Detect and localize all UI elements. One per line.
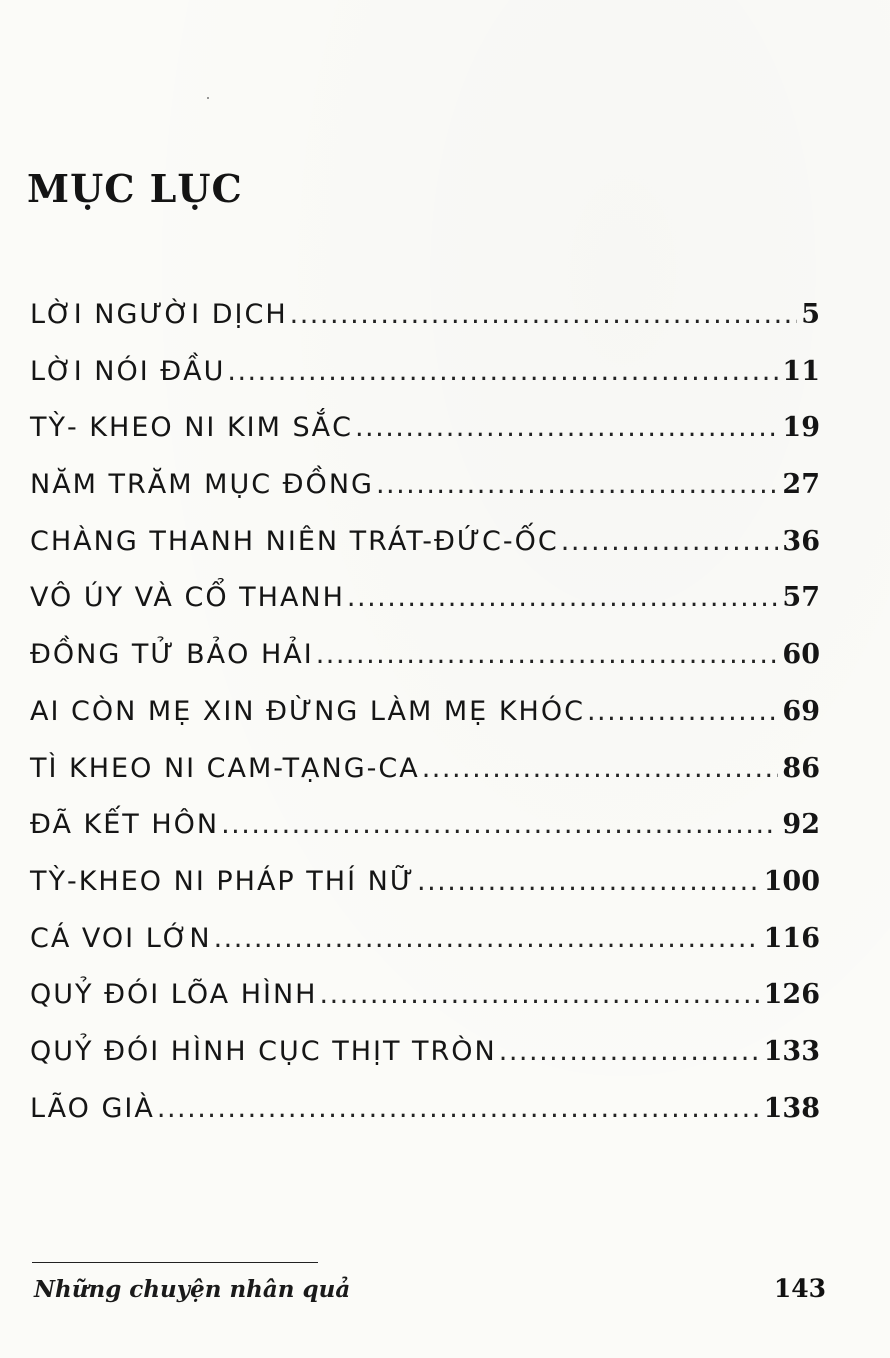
- dot-leader: [320, 979, 760, 1010]
- toc-entry-title: AI CÒN MẸ XIN ĐỪNG LÀM MẸ KHÓC: [30, 695, 585, 727]
- toc-entry-page: 11: [782, 355, 820, 387]
- toc-entry-page: 57: [782, 582, 820, 614]
- toc-entry-title: LÃO GIÀ: [30, 1092, 155, 1124]
- toc-entry-page: 36: [782, 525, 820, 557]
- dot-leader: [376, 469, 778, 500]
- toc-entry-title: VÔ ÚY VÀ CỔ THANH: [30, 582, 345, 614]
- dot-leader: [290, 299, 798, 330]
- toc-entry: [30, 639, 820, 696]
- toc-entry-page: 100: [763, 865, 820, 897]
- footer-book-title: Những chuyện nhân quả: [34, 1276, 351, 1303]
- toc-entry-page: 138: [763, 1092, 820, 1124]
- toc-entry: [30, 412, 820, 469]
- toc-entry-page: 5: [801, 299, 820, 330]
- toc-entry-title: TỲ-KHEO NI PHÁP THÍ NỮ: [30, 865, 415, 897]
- toc-entry-title: TÌ KHEO NI CAM-TẠNG-CA: [30, 752, 420, 784]
- toc-entry-page: 19: [782, 412, 820, 444]
- toc-entry-page: 60: [782, 639, 820, 671]
- dot-leader: [499, 1036, 760, 1067]
- toc-entry-title: CÁ VOI LỚN: [30, 922, 212, 954]
- toc-entry: [30, 582, 820, 639]
- dot-leader: [157, 1093, 760, 1124]
- toc-entry-title: LỜI NÓI ĐẦU: [30, 355, 226, 387]
- toc-entry-title: ĐÃ KẾT HÔN: [30, 809, 220, 841]
- footer-page-number: 143: [773, 1274, 826, 1303]
- toc-entry-page: 69: [782, 695, 820, 727]
- toc-entry-title: QUỶ ĐÓI LÕA HÌNH: [30, 979, 318, 1011]
- toc-entry-title: NĂM TRĂM MỤC ĐỒNG: [30, 469, 374, 501]
- toc-entry: [30, 1036, 820, 1093]
- toc-entry: [30, 923, 820, 980]
- dot-leader: [347, 582, 779, 613]
- toc-entry: [30, 866, 820, 923]
- toc-entry: [30, 979, 820, 1036]
- toc-entry-title: LỜI NGƯỜI DỊCH: [30, 299, 288, 330]
- toc-entry-page: 27: [782, 469, 820, 501]
- dot-leader: [561, 526, 779, 557]
- toc-entry-title: ĐỒNG TỬ BẢO HẢI: [30, 639, 314, 671]
- toc-entry-page: 126: [763, 979, 820, 1011]
- toc-entry: [30, 809, 820, 866]
- toc-entry: [30, 1093, 820, 1150]
- dot-leader: [355, 412, 778, 443]
- dot-leader: [316, 639, 779, 670]
- dot-leader: [214, 923, 760, 954]
- toc-entry: [30, 696, 820, 753]
- toc-entry-page: 133: [763, 1035, 820, 1067]
- dot-leader: [587, 696, 778, 727]
- toc-heading: MỤC LỤC: [27, 166, 243, 211]
- toc-entry-title: CHÀNG THANH NIÊN TRÁT-ĐỨC-ỐC: [30, 525, 559, 557]
- toc-entry: [30, 356, 820, 413]
- dot-leader: [221, 809, 778, 840]
- toc-entry: [30, 526, 820, 583]
- toc-entry: [30, 469, 820, 526]
- dot-leader: [227, 356, 778, 387]
- toc-entry: [30, 299, 820, 356]
- dot-leader: [417, 866, 760, 897]
- toc-entry-page: 92: [782, 809, 820, 841]
- table-of-contents: [30, 299, 820, 1149]
- toc-entry-title: TỲ- KHEO NI KIM SẮC: [30, 412, 353, 444]
- toc-entry-page: 86: [782, 752, 820, 784]
- toc-entry-page: 116: [763, 922, 820, 954]
- toc-entry-title: QUỶ ĐÓI HÌNH CỤC THỊT TRÒN: [30, 1035, 497, 1067]
- dot-leader: [422, 753, 779, 784]
- print-speck: [207, 97, 209, 99]
- footer-rule: [32, 1262, 318, 1263]
- toc-entry: [30, 753, 820, 810]
